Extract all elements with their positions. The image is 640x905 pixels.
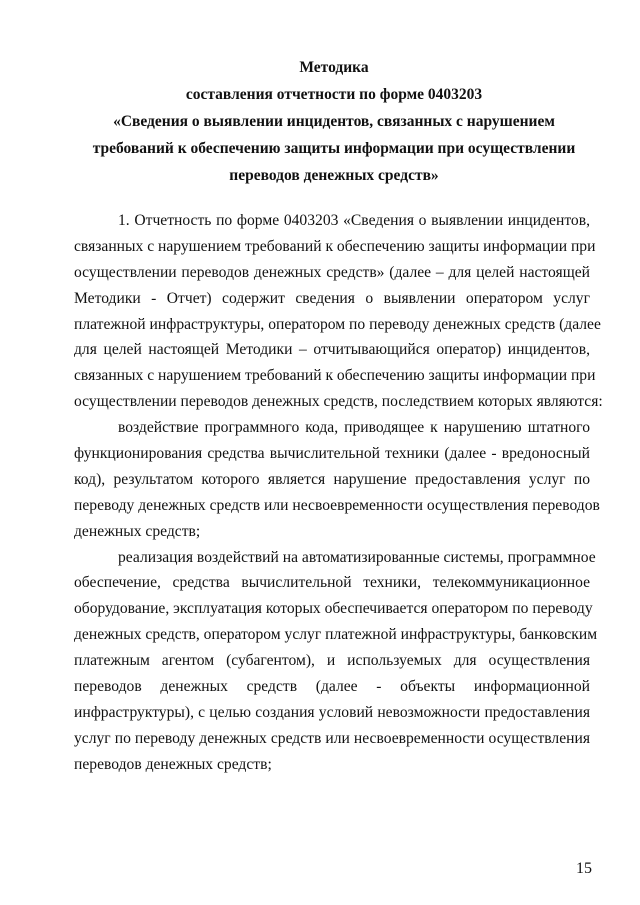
text-line: переводов денежных средств; <box>74 755 272 773</box>
text-line: оборудование, эксплуатация которых обеспечивается оператором по переводу <box>74 600 593 618</box>
text-line: переводов денежных средств (далее - объекты информационной <box>74 678 590 696</box>
document-body <box>74 208 603 778</box>
title-line: требований к обеспечению защиты информации при осуществлении <box>92 140 576 157</box>
title-line: составления отчетности по форме 0403203 <box>185 86 483 103</box>
text-line: платежной инфраструктуры, оператором по переводу денежных средств (далее <box>74 315 601 333</box>
text-line: осуществлении переводов денежных средств» (далее – для целей настоящей <box>74 263 590 281</box>
text-line: платежным агентом (субагентом), и используемых для осуществления <box>74 652 590 670</box>
text-line: связанных с нарушением требований к обеспечению защиты информации при <box>74 237 596 255</box>
text-line: для целей настоящей Методики – отчитывающийся оператор) инцидентов, <box>74 341 590 359</box>
title-line: Методика <box>299 59 369 76</box>
text-line: осуществлении переводов денежных средств, последствием которых являются: <box>74 393 603 411</box>
title-line: переводов денежных средств» <box>229 167 439 184</box>
text-line: функционирования средства вычислительной техники (далее - вредоносный <box>74 445 590 463</box>
paragraph-1 <box>74 208 603 415</box>
text-line: денежных средств, оператором услуг платежной инфраструктуры, банковским <box>74 626 598 644</box>
text-line: Методики - Отчет) содержит сведения о выявлении оператором услуг <box>74 289 590 307</box>
text-line: код), результатом которого является нарушение предоставления услуг по <box>74 470 590 488</box>
text-line: реализация воздействий на автоматизированные системы, программное <box>118 548 596 566</box>
text-line: обеспечение, средства вычислительной техники, телекоммуникационное <box>74 574 590 592</box>
text-line: воздействие программного кода, приводящее к нарушению штатного <box>118 419 590 437</box>
paragraph-3 <box>74 545 598 778</box>
paragraph-2 <box>74 415 600 544</box>
text-line: 1. Отчетность по форме 0403203 «Сведения о выявлении инцидентов, <box>118 212 590 229</box>
title-line: «Сведения о выявлении инцидентов, связанных с нарушением <box>113 113 555 130</box>
page-number: 15 <box>576 860 592 877</box>
text-line: связанных с нарушением требований к обеспечению защиты информации при <box>74 367 596 385</box>
document-title <box>60 54 608 189</box>
text-line: переводу денежных средств или несвоевременности осуществления переводов <box>74 496 600 514</box>
text-line: услуг по переводу денежных средств или несвоевременности осуществления <box>74 729 590 747</box>
text-line: денежных средств; <box>74 522 201 540</box>
text-line: инфраструктуры), с целью создания условий невозможности предоставления <box>74 703 590 721</box>
